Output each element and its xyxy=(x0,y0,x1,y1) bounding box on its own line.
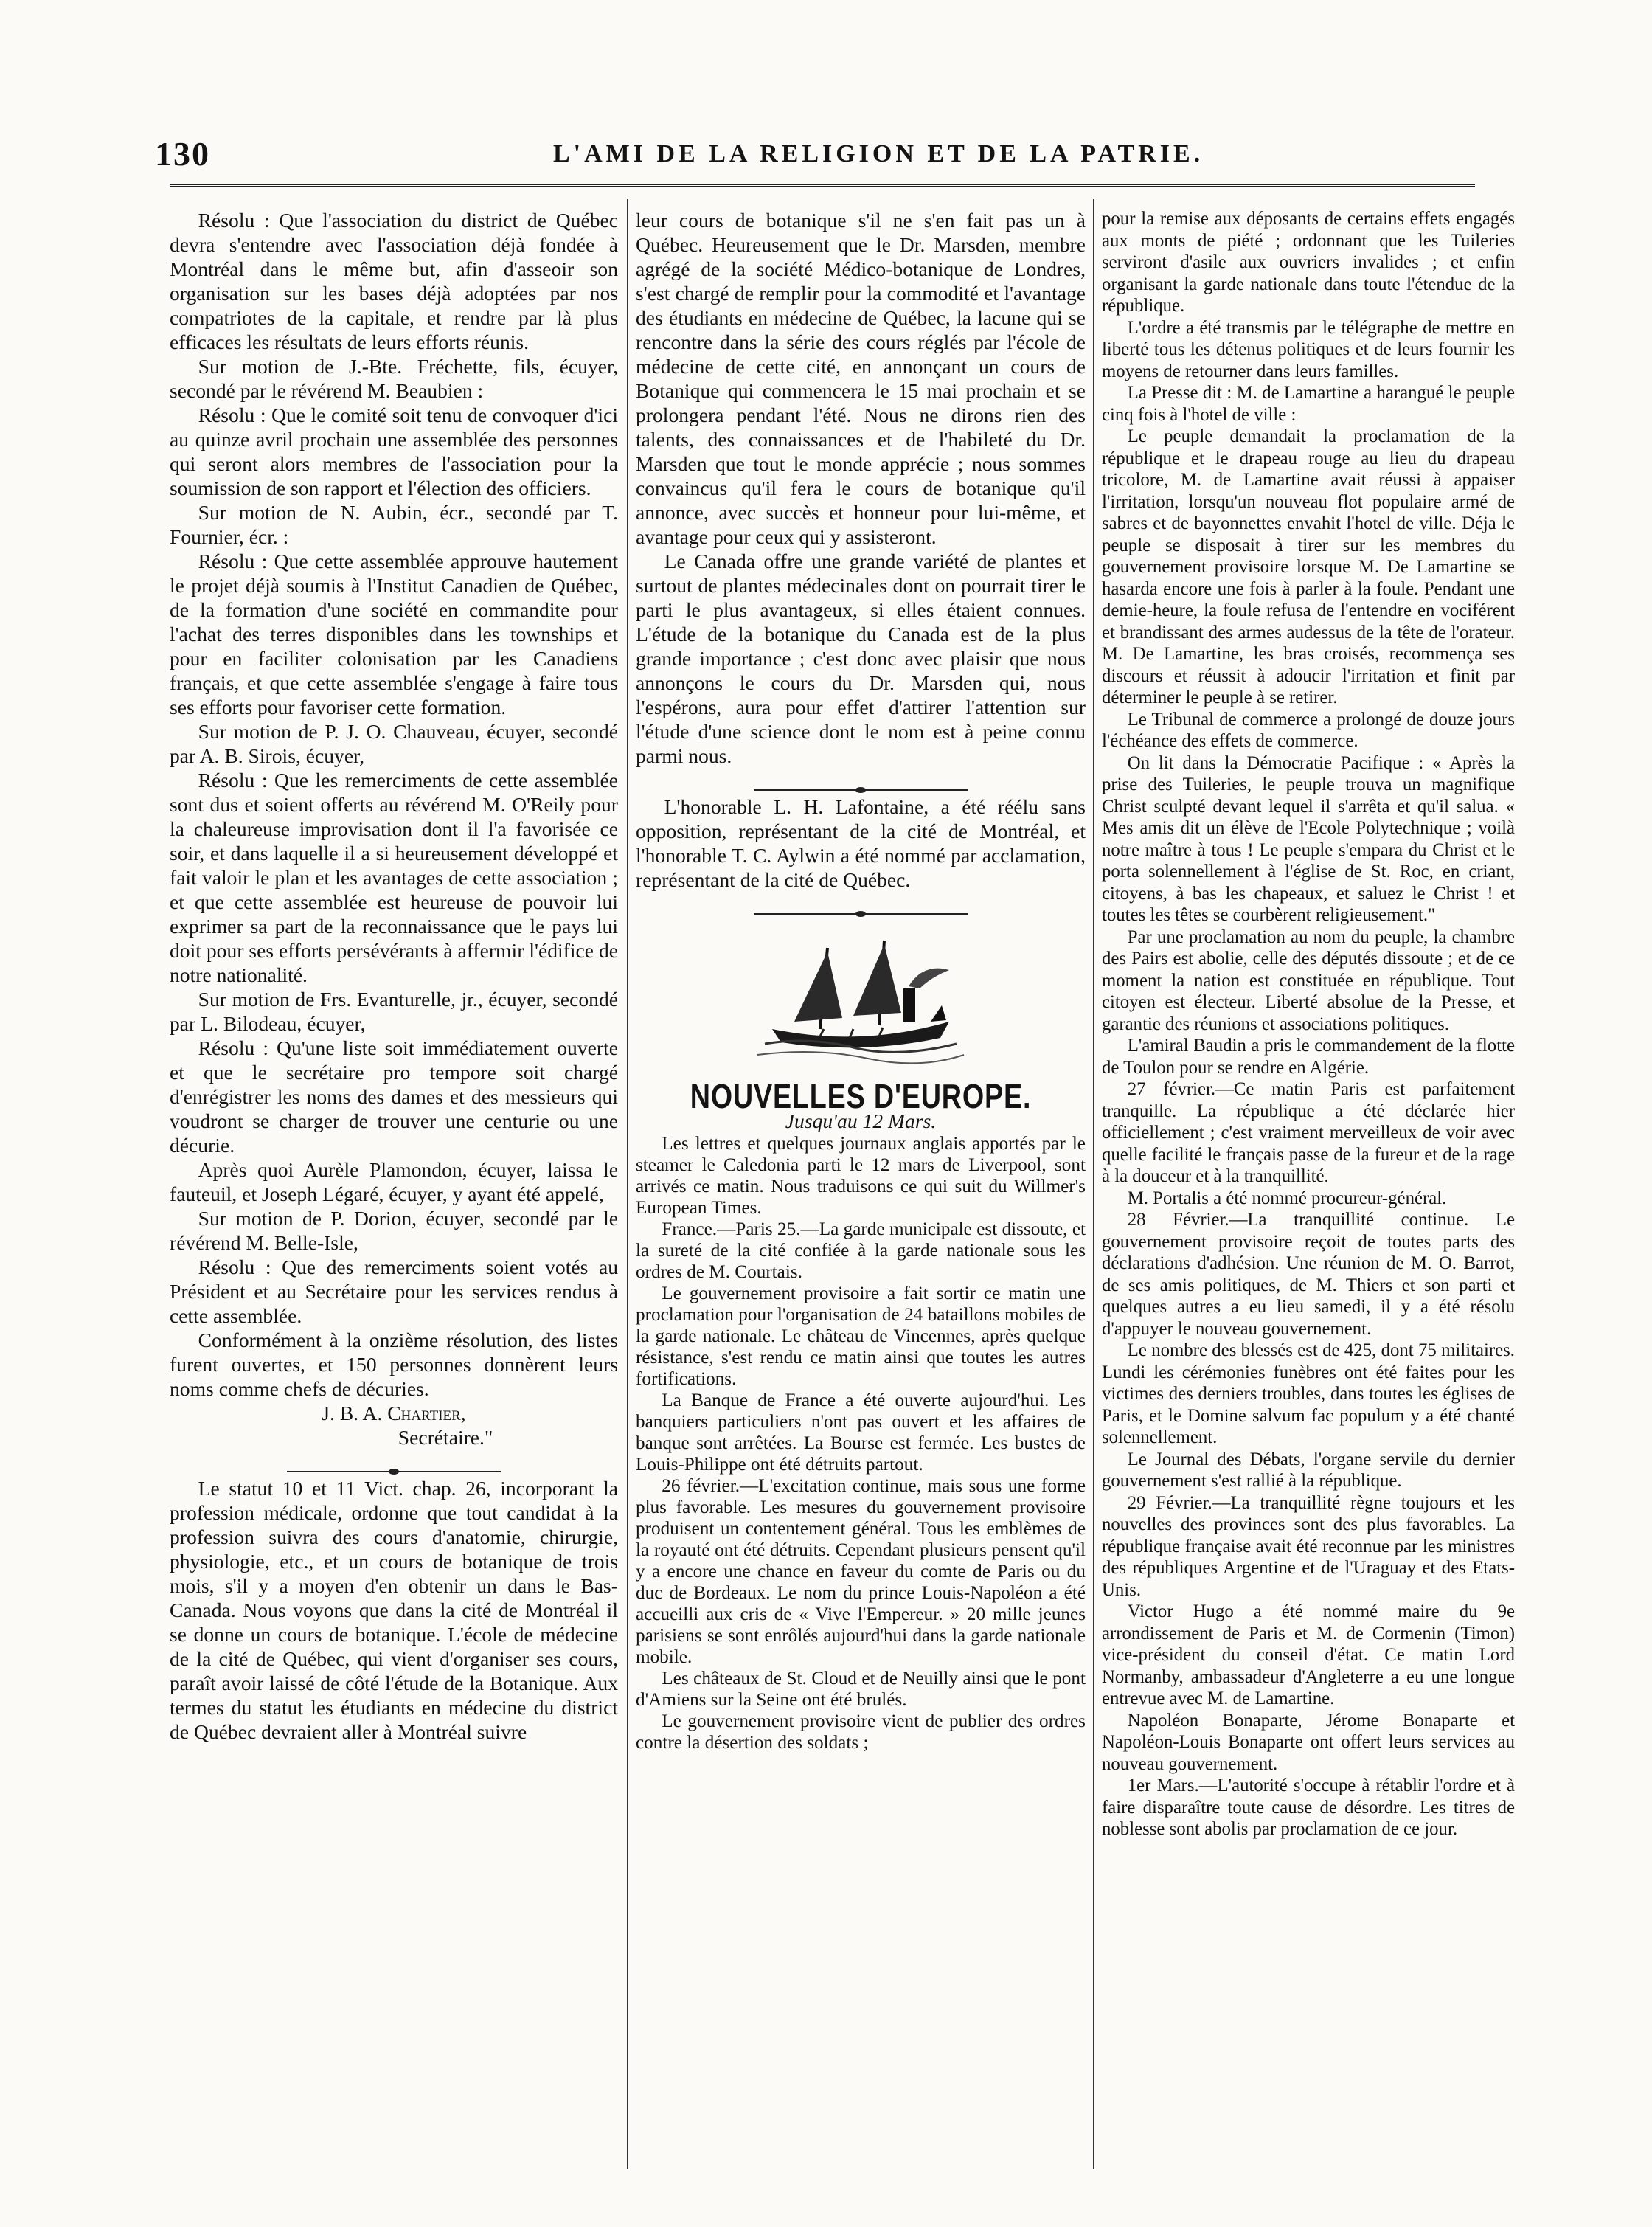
signature-title: Secrétaire." xyxy=(398,1426,493,1449)
paragraph: L'ordre a été transmis par le télégraphe de mettre en liberté tous les détenus politiques et de leurs fournir les moyens de retourner dans leurs familles. xyxy=(1102,317,1515,381)
paragraph: Sur motion de J.-Bte. Fréchette, fils, écuyer, secondé par le révérend M. Beaubien : xyxy=(170,355,618,402)
paragraph: Les châteaux de St. Cloud et de Neuilly ainsi que le pont d'Amiens sur la Seine ont été brulés. xyxy=(636,1669,1086,1710)
paragraph: Résolu : Qu'une liste soit immédiatement ouverte et que le secrétaire pro tempore soit chargé d'enrégistrer les noms des dames et des messieurs qui voudront se charger de trouver une centurie ou une décurie. xyxy=(170,1036,618,1157)
paragraph: Résolu : Que cette assemblée approuve hautement le projet déjà soumis à l'Institut Canadien de Québec, de la formation d'une société en commandite pour l'achat des terres disponibles dans les townships et pour en faciliter colonisation par les Canadiens français, et que cette assemblée s'engage à faire tous ses efforts pour favoriser cette formation. xyxy=(170,550,618,718)
paragraph: Le Journal des Débats, l'organe servile du dernier gouvernement s'est rallié à la république. xyxy=(1102,1449,1515,1491)
page-header xyxy=(155,134,1475,179)
paragraph: Par une proclamation au nom du peuple, la chambre des Pairs est abolie, celle des députés dissoute ; et de ce moment la nation est constituée en république. Tout citoyen est électeur. Liberté absolue de la Presse, et garantie des réunions et associations politiques. xyxy=(1102,927,1515,1034)
paragraph: Le statut 10 et 11 Vict. chap. 26, incorporant la profession médicale, ordonne que tout candidat à la profession suivra des cours d'anatomie, chirurgie, physiologie, etc., et un cours de botanique de trois mois, s'il y a moyen d'en obtenir un dans le Bas-Canada. Nous voyons que dans la cité de Montréal il se donne un cours de botanique. L'école de médecine de la cité de Québec, qui vient d'organiser ses cours, paraît avoir laissé de côté l'étude de la Botanique. Aux termes du statut les étudiants en médecine du district de Québec devraient aller à Montréal suivre xyxy=(170,1477,618,1743)
paragraph: Victor Hugo a été nommé maire du 9e arrondissement de Paris et M. de Cormenin (Timon) vice-président du conseil d'état. Ce matin Lord Normanby, ambassadeur d'Angleterre a eu une longue entrevue avec M. de Lamartine. xyxy=(1102,1601,1515,1708)
paragraph: 1er Mars.—L'autorité s'occupe à rétablir l'ordre et à faire disparaître toute cause de désordre. Les titres de noblesse sont abolis par proclamation de ce jour. xyxy=(1102,1776,1515,1839)
paragraph: Napoléon Bonaparte, Jérome Bonaparte et Napoléon-Louis Bonaparte ont offert leurs services au nouveau gouvernement. xyxy=(1102,1710,1515,1774)
paragraph: Le nombre des blessés est de 425, dont 75 militaires. Lundi les cérémonies funèbres ont été faites pour les victimes des derniers troubles, dans toutes les églises de Paris, et le Domine salvum fac populum y a été chanté solennellement. xyxy=(1102,1340,1515,1447)
ornamental-rule xyxy=(636,775,1086,784)
paragraph: L'honorable L. H. Lafontaine, a été réélu sans opposition, représentant de la cité de Montréal, et l'honorable T. C. Aylwin a été nommé par acclamation, représentant de la cité de Québec. xyxy=(636,795,1086,891)
news-body xyxy=(636,1133,1086,1753)
column-right xyxy=(1102,208,1515,2163)
section-title: NOUVELLES D'EUROPE. xyxy=(690,1077,1032,1115)
column-left xyxy=(170,208,618,2163)
paragraph: Le gouvernement provisoire a fait sortir ce matin une proclamation pour l'organisation de 24 bataillons mobiles de la garde nationale. Le château de Vincennes, après quelque résistance, s'est rendu ce matin ainsi que toutes les autres fortifications. xyxy=(636,1284,1086,1389)
paragraph: 27 février.—Ce matin Paris est parfaitement tranquille. La république a été déclarée hier officiellement ; c'est vraiment merveilleux de voir avec quelle facilité le français passe de la fureur et de la rage à la douceur et à la tranquillité. xyxy=(1102,1079,1515,1186)
paragraph: Sur motion de N. Aubin, écr., secondé par T. Fournier, écr. : xyxy=(170,501,618,548)
paragraph: 26 février.—L'excitation continue, mais sous une forme plus favorable. Les mesures du gouvernement provisoire produisent un contentement général. Tous les emblèmes de la royauté ont été détruits. Cependant plusieurs pensent qu'il y a encore une chance en faveur du comte de Paris ou du duc de Bordeaux. Le nom du prince Louis-Napoléon a été accueilli aux cris de « Vive l'Empereur. » 20 mille jeunes parisiens se sont enrôlés aujourd'hui dans la garde nationale mobile. xyxy=(636,1476,1086,1667)
paragraph: Résolu : Que des remerciments soient votés au Président et au Secrétaire pour les services rendus à cette assemblée. xyxy=(170,1255,618,1327)
paragraph: La Presse dit : M. de Lamartine a harangué le peuple cinq fois à l'hotel de ville : xyxy=(1102,383,1515,425)
paragraph: Sur motion de Frs. Evanturelle, jr., écuyer, secondé par L. Bilodeau, écuyer, xyxy=(170,988,618,1035)
paragraph: France.—Paris 25.—La garde municipale est dissoute, et la sureté de la cité confiée à la garde nationale sous les ordres de M. Courtais. xyxy=(636,1219,1086,1282)
column-middle xyxy=(636,208,1086,2163)
paragraph: Résolu : Que le comité soit tenu de convoquer d'ici au quinze avril prochain une assemblée des personnes qui seront alors membres de l'association pour la soumission de son rapport et l'élection des officiers. xyxy=(170,404,618,499)
header-rule xyxy=(170,184,1475,187)
running-title: L'AMI DE LA RELIGION ET DE LA PATRIE. xyxy=(553,140,1204,167)
paragraph: leur cours de botanique s'il ne s'en fait pas un à Québec. Heureusement que le Dr. Marsden, membre agrégé de la société Médico-botanique de Londres, s'est chargé de remplir pour la commodité et l'avantage des étudiants en médecine de Québec, la lacune qui se rencontre dans la série des cours réglés par l'école de médecine de cette cité, en annonçant un cours de Botanique qui commencera le 15 mai prochain et se prolongera pendant l'été. Nous ne dirons rien des talents, des connaissances et de l'habileté du Dr. Marsden que tout le monde apprécie ; nous sommes convaincus qu'il fera le cours de botanique qu'il annonce, avec succès et honneur pour lui-même, et avantage pour ceux qui y assisteront. xyxy=(636,209,1086,548)
paragraph: 28 Février.—La tranquillité continue. Le gouvernement provisoire reçoit de toutes parts des déclarations d'adhésion. Une réunion de M. O. Barrot, de ses amis politiques, de M. Thiers et son parti et quelques autres a eu lieu samedi, il y a été résolu d'appuyer le nouveau gouvernement. xyxy=(1102,1210,1515,1339)
paragraph: Sur motion de P. J. O. Chauveau, écuyer, secondé par A. B. Sirois, écuyer, xyxy=(170,720,618,767)
column-rule xyxy=(1093,199,1094,2169)
paragraph: M. Portalis a été nommé procureur-général. xyxy=(1127,1188,1447,1208)
page-number: 130 xyxy=(155,135,210,173)
ornamental-rule xyxy=(170,1457,618,1466)
paragraph: Le Canada offre une grande variété de plantes et surtout de plantes médecinales dont on pourrait tirer le parti le plus avantageux, si elles étaient connues. L'étude de la botanique du Canada est de la plus grande importance ; c'est donc avec plaisir que nous annonçons le cours du Dr. Marsden qui, nous l'espérons, aura pour effet d'attirer l'attention sur l'étude d'une science dont le nom est à peine connu parmi nous. xyxy=(636,550,1086,767)
dateline: Jusqu'au 12 Mars. xyxy=(785,1109,937,1132)
paragraph: Conformément à la onzième résolution, des listes furent ouvertes, et 150 personnes donnèrent leurs noms comme chefs de décuries. xyxy=(170,1329,618,1400)
paragraph: On lit dans la Démocratie Pacifique : « Après la prise des Tuileries, le peuple trouva un magnifique Christ sculpté devant lequel il s'arrêta et qu'il salua. « Mes amis dit un élève de l'Ecole Polytechnique ; voilà notre maître à tous ! Le peuple s'empara du Christ et le porta solennellement à l'église de St. Roc, en criant, citoyens, à bas les chapeaux, et saluez le Christ ! et toutes les têtes se courbèrent religieusement." xyxy=(1102,752,1515,925)
paragraph: Résolu : Que l'association du district de Québec devra s'entendre avec l'association déjà fondée à Montréal dans le même but, afin d'asseoir son organisation sur les bases déjà adoptées par nos compatriotes de la capitale, et rendre par là plus efficaces les résultats de leurs efforts réunis. xyxy=(170,209,618,353)
paragraph: 29 Février.—La tranquillité règne toujours et les nouvelles des provinces sont des plus favorables. La république française avait été reconnue par les ministres des républiques Argentine et de l'Uraguay et des Etats-Unis. xyxy=(1102,1492,1515,1600)
paragraph: Le gouvernement provisoire vient de publier des ordres contre la désertion des soldats ; xyxy=(636,1711,1086,1753)
paragraph: Le Tribunal de commerce a prolongé de douze jours l'échéance des effets de commerce. xyxy=(1102,709,1515,751)
paragraph: pour la remise aux déposants de certains effets engagés aux monts de piété ; ordonnant que les Tuileries serviront d'asile aux ouvriers invalides ; et enfin organisant la garde nationale dans toute l'étendue de la république. xyxy=(1102,209,1515,316)
paragraph: Sur motion de P. Dorion, écuyer, secondé par le révérend M. Belle-Isle, xyxy=(170,1207,618,1254)
column-rule xyxy=(627,199,628,2169)
steamship-illustration xyxy=(636,918,1086,1077)
paragraph: L'amiral Baudin a pris le commandement de la flotte de Toulon pour se rendre en Algérie. xyxy=(1102,1036,1515,1078)
paragraph: La Banque de France a été ouverte aujourd'hui. Les banquiers particuliers n'ont pas ouvert et les affaires de banque sont arrêtées. La Bourse est fermée. Les bustes de Louis-Philippe ont été détruits partout. xyxy=(636,1390,1086,1475)
ornamental-rule xyxy=(636,899,1086,908)
signature-name: J. B. A. Chartier, xyxy=(322,1402,466,1424)
paragraph: Après quoi Aurèle Plamondon, écuyer, laissa le fauteuil, et Joseph Légaré, écuyer, y ayant été appelé, xyxy=(170,1158,618,1205)
paragraph: Les lettres et quelques journaux anglais apportés par le steamer le Caledonia parti le 12 mars de Liverpool, sont arrivés ce matin. Nous traduisons ce qui suit du Willmer's European Times. xyxy=(636,1134,1086,1218)
paragraph: Le peuple demandait la proclamation de la république et le drapeau rouge au lieu du drapeau tricolore, M. de Lamartine avait réussi à appaiser l'irritation, lorsqu'un nouveau flot populaire armé de sabres et de bayonnettes envahit l'hotel de ville. Déja le peuple se disposait à tirer sur les membres du gouvernement provisoire lorsque M. De Lamartine se hasarda encore une fois à parler à la foule. Pendant une demie-heure, la foule refusa de l'entendre en vociférent et brandissant des armes audessus de la tête de l'orateur. M. De Lamartine, les bras croisés, recommença ses discours et réussit à adoucir l'irritation et finit par déterminer le peuple à se retirer. xyxy=(1102,426,1515,707)
steamship-icon xyxy=(750,918,971,1073)
paragraph: Résolu : Que les remerciments de cette assemblée sont dus et soient offerts au révérend M. O'Reily pour la chaleureuse improvisation dont il l'a favorisée ce soir, et dans laquelle il a si heureusement développé et fait valoir le plan et les avantages de cette association ; et que cette assemblée est heureuse de pouvoir lui exprimer sa part de la reconnaissance que le pays lui doit pour ses efforts persévérants à affermir l'édifice de notre nationalité. xyxy=(170,769,618,986)
